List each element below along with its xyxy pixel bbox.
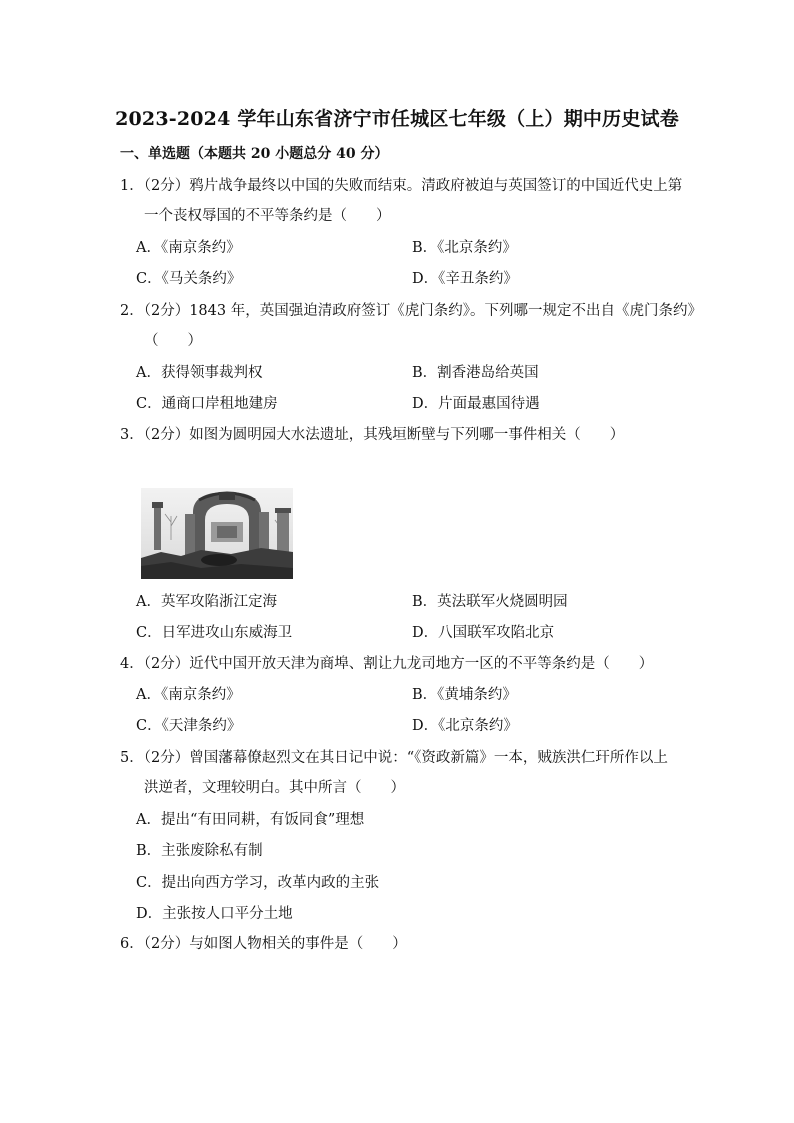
question-4-option-a: A．《南京条约》 [136,687,241,703]
question-1-option-c: C．《马关条约》 [136,271,242,287]
question-1-line-2: 一个丧权辱国的不平等条约是（ ） [144,208,391,224]
question-4-option-b: B．《黄埔条约》 [412,687,517,703]
section-heading: 一、单选题（本题共 20 小题总分 40 分） [120,146,389,162]
question-2-line-1: 2．（2分）1843 年，英国强迫清政府签订《虎门条约》。下列哪一规定不出自《虎门条约》 [120,303,702,319]
question-3-option-b: B．英法联军火烧圆明园 [412,594,568,610]
question-2-line-2: （ ） [144,333,202,349]
yuanmingyuan-ruins-photo [141,488,293,579]
question-5-option-b: B．主张废除私有制 [136,843,263,859]
page-title: 2023-2024 学年山东省济宁市任城区七年级（上）期中历史试卷 [115,108,679,130]
question-3-option-d: D．八国联军攻陷北京 [412,625,555,641]
question-4-line-1: 4．（2分）近代中国开放天津为商埠、割让九龙司地方一区的不平等条约是（ ） [120,656,654,672]
question-3-line-1: 3．（2分）如图为圆明园大水法遗址，其残垣断壁与下列哪一事件相关（ ） [120,427,625,443]
question-1-option-a: A．《南京条约》 [136,240,241,256]
question-1-option-d: D．《辛丑条约》 [412,271,518,287]
question-5-line-1: 5．（2分）曾国藩幕僚赵烈文在其日记中说：“《资政新篇》一本，贼族洪仁玕所作以上 [120,750,668,766]
question-2-option-a: A．获得领事裁判权 [136,365,263,381]
question-4-option-c: C．《天津条约》 [136,718,242,734]
question-1-line-1: 1．（2分）鸦片战争最终以中国的失败而结束。清政府被迫与英国签订的中国近代史上第 [120,178,683,194]
question-3-option-a: A．英军攻陷浙江定海 [136,594,277,610]
question-2-option-b: B．割香港岛给英国 [412,365,539,381]
question-2-option-d: D．片面最惠国待遇 [412,396,540,412]
question-5-option-d: D．主张按人口平分土地 [136,906,293,922]
question-4-option-d: D．《北京条约》 [412,718,518,734]
question-1-option-b: B．《北京条约》 [412,240,517,256]
question-5-line-2: 洪逆者，文理较明白。其中所言（ ） [144,780,405,796]
question-3-option-c: C．日军进攻山东威海卫 [136,625,293,641]
question-6-line-1: 6．（2分）与如图人物相关的事件是（ ） [120,936,407,952]
question-5-option-c: C．提出向西方学习，改革内政的主张 [136,875,380,891]
question-5-option-a: A．提出“有田同耕，有饭同食”理想 [136,812,365,828]
question-2-option-c: C．通商口岸租地建房 [136,396,278,412]
